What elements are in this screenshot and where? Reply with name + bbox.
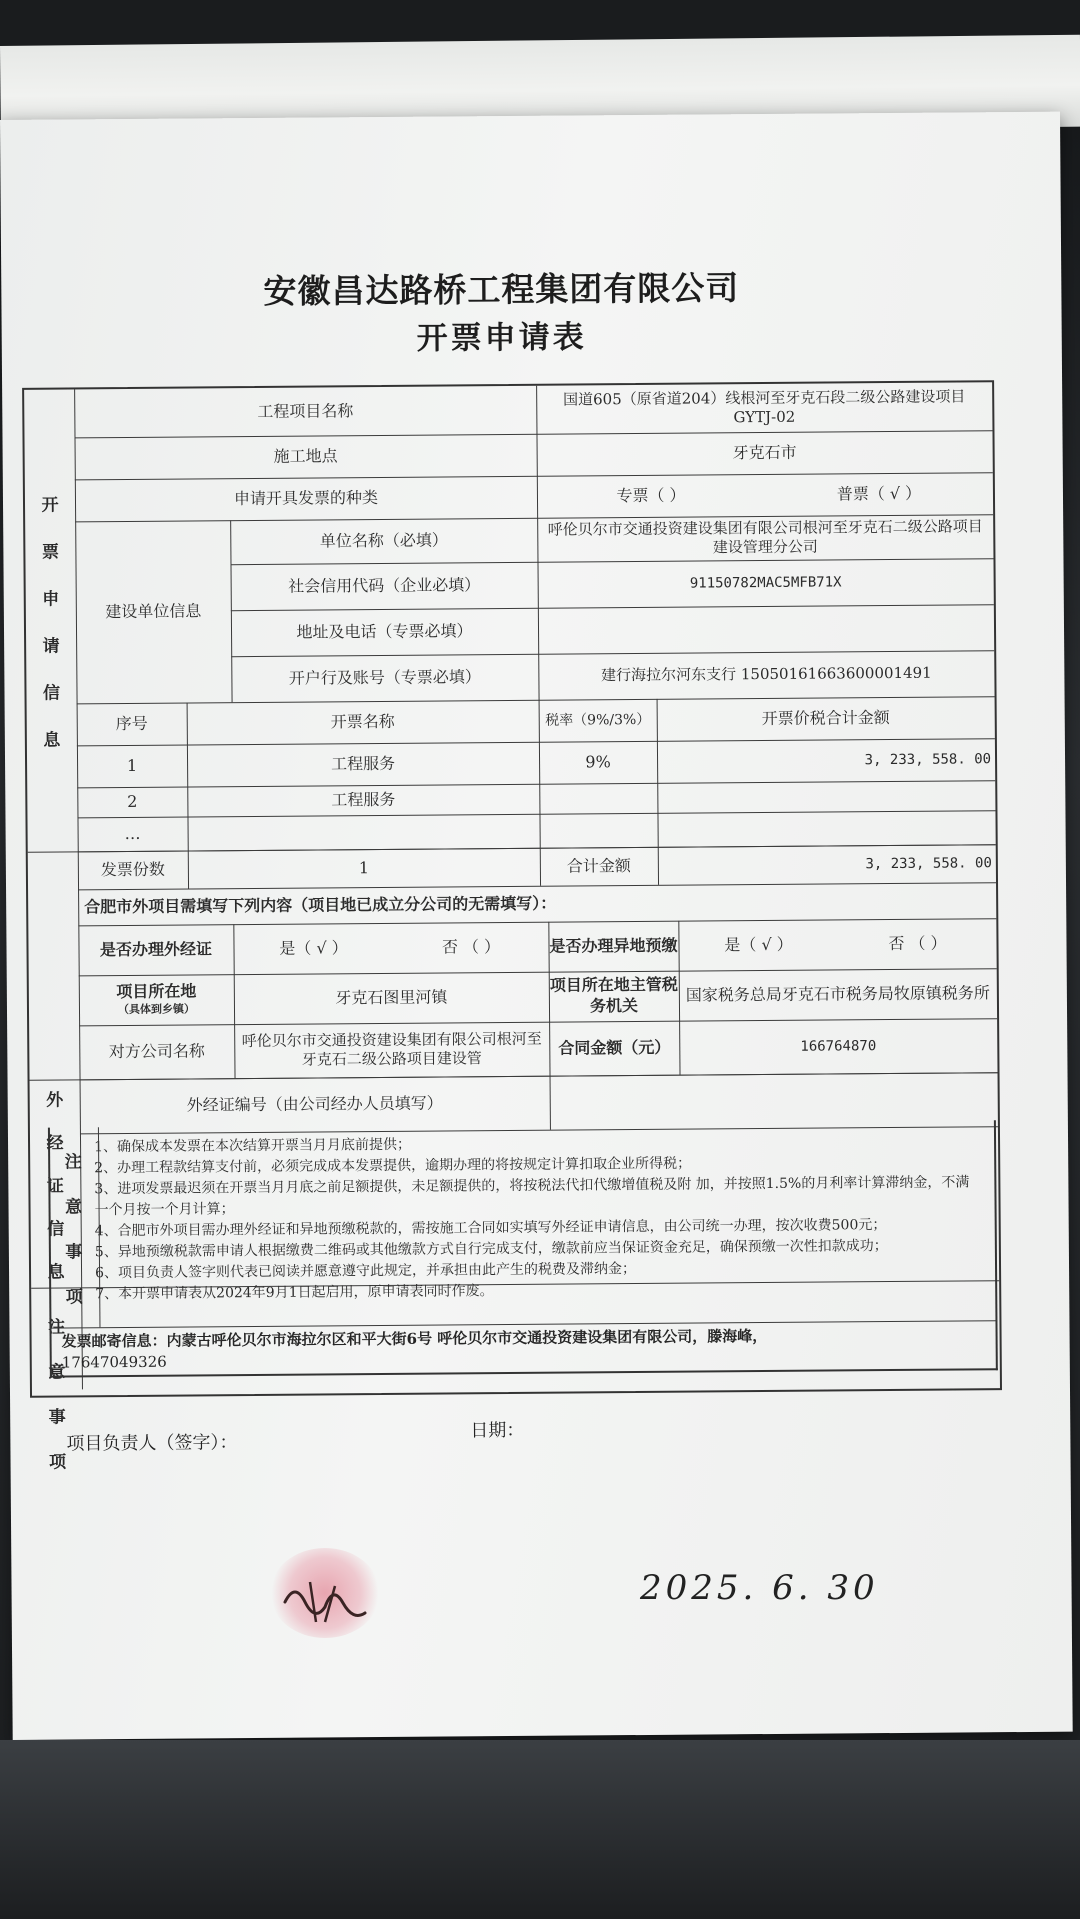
signature-label: 项目负责人（签字）： (66, 1432, 238, 1455)
handwritten-signature (280, 1572, 370, 1632)
note-item: 2、办理工程款结算支付前，必须完成成本发票提供，逾期办理的将按规定计算扣取企业所得税； (94, 1155, 692, 1177)
date-label: 日期： (470, 1419, 525, 1442)
note-item: 5、异地预缴税款需申请人根据缴费二维码或其他缴款方式自行完成支付，缴款前应当保证资金充足，确保预缴一次性扣款成功； (94, 1238, 888, 1261)
counterparty-label: 对方公司名称 (108, 1041, 205, 1061)
prepay-no: 否 （ ） (888, 933, 947, 953)
company-title: 安徽昌达路桥工程集团有限公司 (263, 268, 740, 311)
tax-office-value: 国家税务总局牙克石市税务局牧原镇税务所 (685, 982, 990, 1005)
invoice-type-normal: 普票（ √ ） (836, 483, 922, 504)
section-label-invoice-info: 开 票 申 请 信 息 (41, 495, 61, 751)
bank-account-label: 开户行及账号（专票必填） (288, 666, 481, 688)
tax-office-label: 项目所在地主管税务机关 (549, 974, 678, 1016)
note-item: 1、确保成本发票在本次结算开票当月月底前提供； (94, 1136, 412, 1156)
invoice-count-label: 发票份数 (100, 859, 165, 879)
contract-amount-label: 合同金额（元） (558, 1037, 671, 1058)
cert-number-label: 外经证编号（由公司经办人员填写） (186, 1093, 443, 1115)
section-label-external-cert: 外 经 证 信 息 (46, 1090, 65, 1283)
table-row-1-amount: 3, 233, 558. 00 (864, 751, 992, 769)
counterparty-value: 呼伦贝尔市交通投资建设集团有限公司根河至牙克石二级公路项目建设管 (241, 1029, 542, 1069)
external-intro: 合肥市外项目需填写下列内容（项目地已成立分公司的无需填写）： (84, 893, 557, 916)
project-location-value: 牙克石图里河镇 (335, 987, 448, 1007)
table-row-3-index: … (124, 823, 141, 843)
note-item: 4、合肥市外项目需办理外经证和异地预缴税款的，需按施工合同如实填写外经证申请信息，由公司统一办理，按次收费500元； (94, 1217, 887, 1240)
mail-address: 发票邮寄信息：内蒙古呼伦贝尔市海拉尔区和平大街6号 呼伦贝尔市交通投资建设集团有限公司，滕海峰， (61, 1327, 768, 1351)
project-name-value: 国道605（原省道204）线根河至牙克石段二级公路建设项目GYTJ-02 (562, 386, 966, 427)
bank-account-value: 建行海拉尔河东支行 15050161663600001491 (600, 663, 932, 685)
unit-name-label: 单位名称（必填） (319, 530, 448, 551)
site-value: 牙克石市 (732, 442, 797, 462)
note-item: 7、本开票申请表从2024年9月1日起启用，原申请表同时作废。 (95, 1283, 494, 1303)
col-header-invoice-name: 开票名称 (330, 711, 395, 732)
note-item: 6、项目负责人签字则代表已阅读并愿意遵守此规定，并承担由此产生的税费及滞纳金； (94, 1261, 637, 1282)
builder-info-label: 建设单位信息 (105, 601, 202, 621)
photo-background-bottom (0, 1740, 1080, 1919)
handwritten-date: 2025. 6. 30 (640, 1568, 879, 1608)
table-row-2-amount (657, 780, 995, 813)
form-sheet (0, 112, 1073, 1740)
external-cert-yes: 是（ √ ） (279, 937, 348, 958)
notes-side-label: 注 意 事 项 (64, 1152, 83, 1308)
project-name-label: 工程项目名称 (257, 400, 354, 421)
address-phone-label: 地址及电话（专票必填） (296, 620, 473, 642)
credit-code-value: 91150782MAC5MFB71X (689, 574, 842, 592)
note-item: 3、进项发票最迟须在开票当月月底之前足额提供，未足额提供的，将按税法代扣代缴增值税及附 加，并按照1.5%的月利率计算滞纳金，不满一个月按一个月计算； (94, 1174, 970, 1219)
external-cert-no: 否 （ ） (441, 936, 501, 957)
table-row-2-rate (539, 783, 657, 814)
table-row-2-index: 2 (127, 791, 138, 811)
site-label: 施工地点 (273, 445, 338, 466)
project-location-label: 项目所在地 （具体到乡镇） (116, 981, 197, 1017)
invoice-count-value: 1 (358, 857, 370, 877)
external-cert-label: 是否办理外经证 (99, 938, 213, 959)
total-amount-value: 3, 233, 558. 00 (865, 855, 992, 873)
mail-phone: 17647049326 (61, 1352, 167, 1372)
table-row-1-name: 工程服务 (330, 753, 396, 774)
prepay-yes: 是（ √ ） (724, 934, 793, 954)
mail-info (62, 1324, 992, 1373)
invoice-type-label: 申请开具发票的种类 (233, 487, 379, 508)
form-title: 开票申请表 (416, 319, 587, 357)
col-header-tax-rate: 税率（9%/3%） (545, 711, 651, 729)
credit-code-label: 社会信用代码（企业必填） (288, 574, 481, 596)
prepay-label: 是否办理异地预缴 (549, 935, 678, 956)
section-label-notes: 注 意 事 项 (47, 1317, 67, 1473)
table-row-1-index: 1 (126, 755, 138, 775)
col-header-amount: 开票价税合计金额 (761, 707, 890, 728)
invoice-type-special: 专票（ ） (616, 485, 686, 505)
table-row-2-name: 工程服务 (331, 789, 396, 810)
table-row-1-rate: 9% (585, 751, 611, 772)
total-amount-label: 合计金额 (566, 855, 631, 876)
contract-amount-value: 166764870 (800, 1038, 877, 1055)
address-phone-value (538, 604, 994, 654)
unit-name-value: 呼伦贝尔市交通投资建设集团有限公司根河至牙克石二级公路项目建设管理分公司 (547, 516, 983, 557)
col-header-index: 序号 (115, 713, 148, 733)
